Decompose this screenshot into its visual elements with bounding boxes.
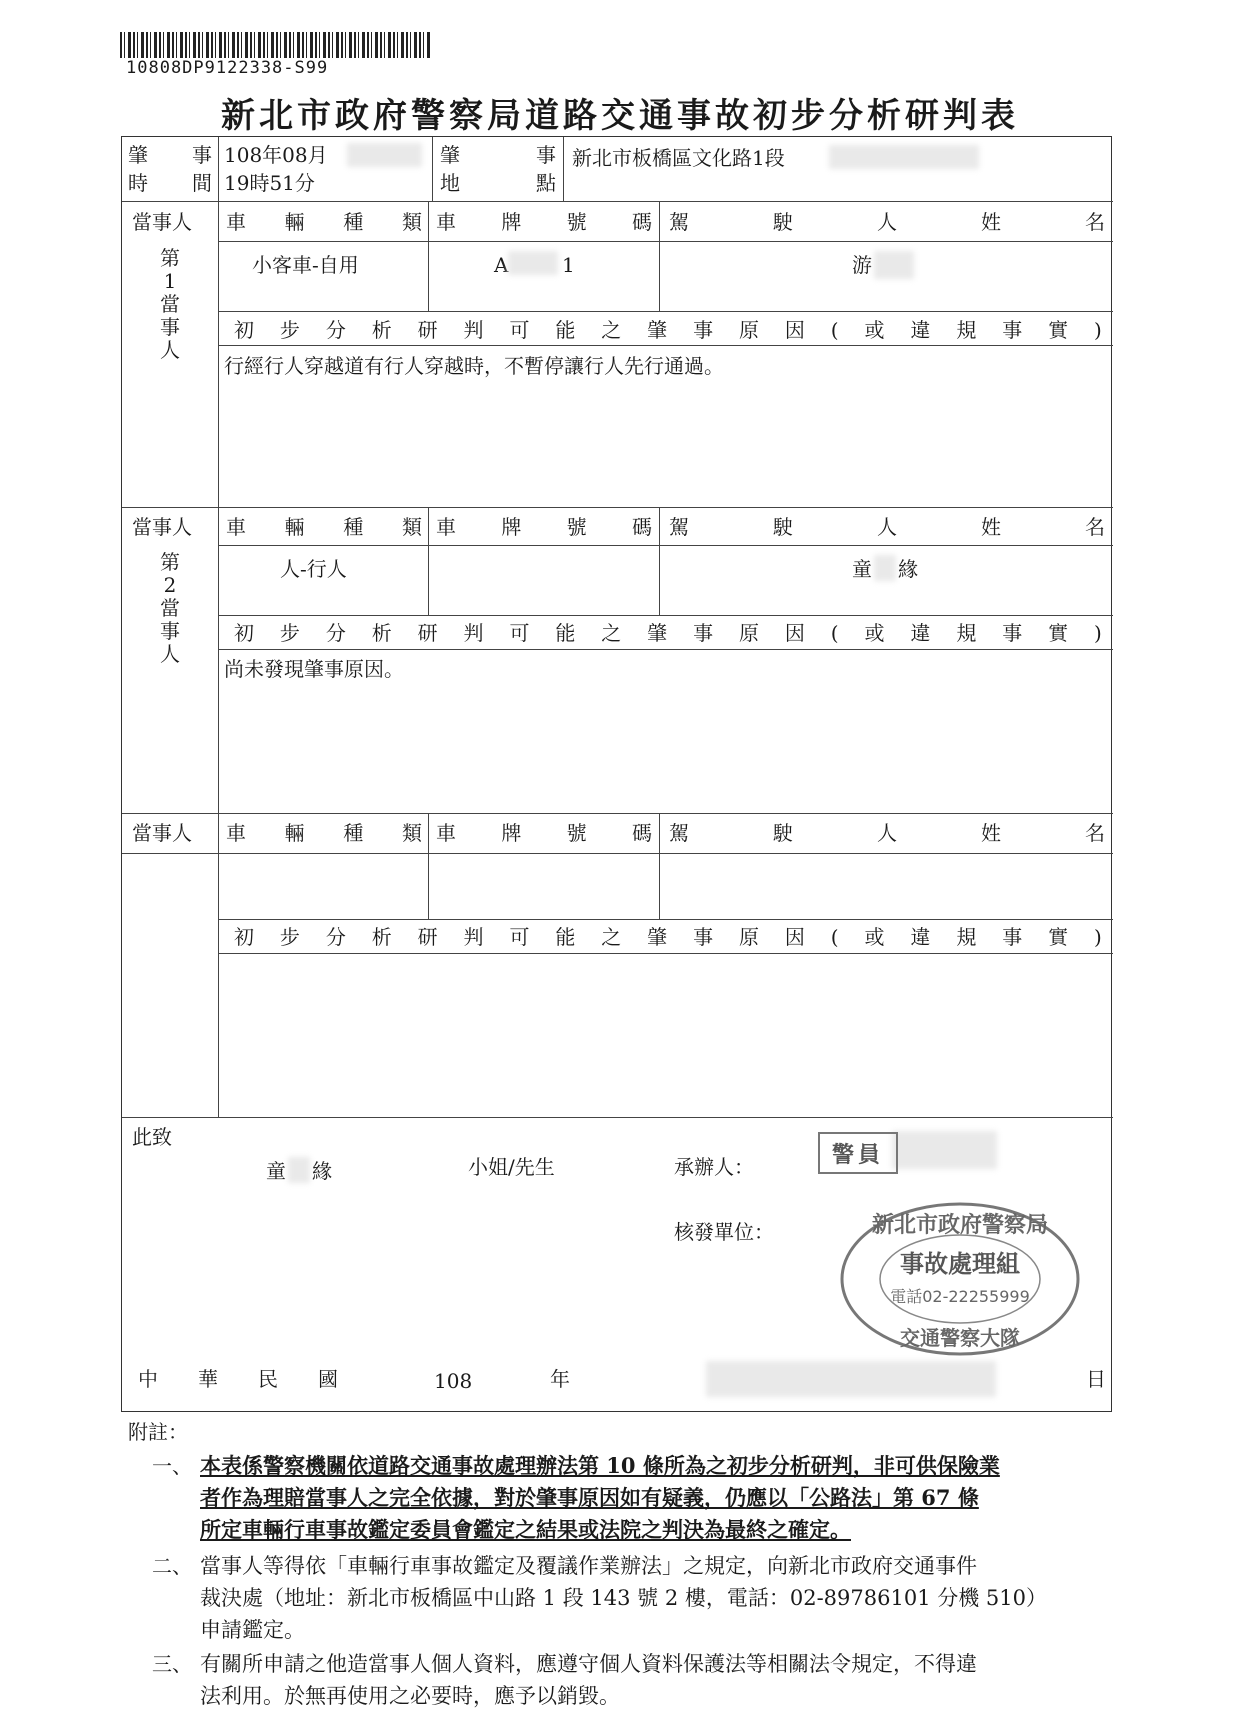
issuer-label: 核發單位： [674, 1220, 774, 1244]
note-3-number: 三、 [152, 1652, 192, 1676]
driver-header-2: 駕 駛 人 姓 名 [669, 515, 1105, 539]
note-2: 當事人等得依「車輛行車事故鑑定及覆議作業辦法」之規定，向新北市政府交通事件 裁決處（地址：新北市板橋區中山路 1 段 143 號 2 樓，電話：02-89786101 分機 510） 申請鑑定。 [200, 1554, 1047, 1642]
redacted-plate [508, 251, 558, 275]
place-value: 新北市板橋區文化路1段 [572, 146, 785, 170]
party2-cause: 尚未發現肇事原因。 [224, 657, 404, 681]
redacted-recipient [288, 1157, 310, 1183]
plate-header-2: 車 牌 號 碼 [436, 515, 652, 539]
party-header-2: 當事人 [132, 515, 192, 539]
driver-header-1: 駕 駛 人 姓 名 [669, 210, 1105, 234]
note-3: 有關所申請之他造當事人個人資料，應遵守個人資料保護法等相關法令規定，不得違 法利用。於無再使用之必要時，應予以銷毀。 [200, 1652, 977, 1708]
plate-header-1: 車 牌 號 碼 [436, 210, 652, 234]
date-era: 中 華 民 國 [138, 1367, 338, 1391]
redacted-handler [892, 1131, 997, 1169]
official-seal [838, 1200, 1082, 1358]
date-day-label: 日 [1086, 1367, 1106, 1391]
party1-label: 第 1 當 事 人 [160, 246, 180, 362]
plate-header-3: 車 牌 號 碼 [436, 821, 652, 845]
date-year: 108 [434, 1369, 473, 1393]
place-label-bottom: 地 點 [440, 171, 556, 195]
note-1: 本表係警察機關依道路交通事故處理辦法第 10 條所為之初步分析研判，非可供保險業 者作為理賠當事人之完全依據，對於肇事原因如有疑義，仍應以「公路法」第 67 條 所定車輛行車事故鑑定委員會鑑定之結果或法院之判決為最終之確定。 [200, 1453, 1000, 1542]
party2-vehicle: 人-行人 [280, 557, 347, 581]
vehicle-type-header-2: 車 輛 種 類 [226, 515, 422, 539]
place-label-top: 肇 事 [440, 143, 556, 167]
time-label-top: 肇 事 [128, 143, 212, 167]
seal-org-text: 新北市政府警察局 [871, 1212, 1049, 1238]
vehicle-type-header-3: 車 輛 種 類 [226, 821, 422, 845]
cause-header-2: 初 步 分 析 研 判 可 能 之 肇 事 原 因 ( 或 違 規 事 實 ) [234, 621, 1102, 645]
party1-plate-prefix: A [494, 253, 509, 277]
party-header-1: 當事人 [132, 210, 192, 234]
redacted-date [706, 1361, 996, 1397]
redacted-party2-name [874, 555, 896, 581]
handler-stamp: 警員 [818, 1132, 898, 1174]
party2-label: 第 2 當 事 人 [160, 550, 180, 666]
handler-label: 承辦人： [674, 1155, 754, 1179]
redacted-day [347, 143, 422, 167]
party2-driver-last: 緣 [898, 557, 918, 581]
vehicle-type-header-1: 車 輛 種 類 [226, 210, 422, 234]
redacted-driver-name [874, 251, 914, 279]
party1-plate-suffix: 1 [562, 253, 575, 277]
time-value-date: 108年08月 [224, 143, 328, 167]
date-year-label: 年 [550, 1367, 570, 1391]
seal-bottom-text: 交通警察大隊 [900, 1326, 1020, 1350]
seal-dept-text: 事故處理組 [900, 1249, 1020, 1278]
to-label: 此致 [132, 1125, 172, 1149]
time-label-bottom: 時 間 [128, 171, 212, 195]
party-header-3: 當事人 [132, 821, 192, 845]
barcode [120, 32, 430, 58]
document-code: 10808DP9122338-S99 [126, 58, 329, 78]
redacted-address [829, 145, 979, 169]
cause-header-1: 初 步 分 析 研 判 可 能 之 肇 事 原 因 ( 或 違 規 事 實 ) [234, 318, 1102, 342]
time-value-hour: 19時51分 [224, 171, 315, 195]
note-1-number: 一、 [152, 1454, 192, 1478]
party1-vehicle: 小客車-自用 [252, 253, 359, 277]
party1-cause: 行經行人穿越道有行人穿越時，不暫停讓行人先行通過。 [224, 354, 724, 378]
note-2-number: 二、 [152, 1554, 192, 1578]
cause-header-3: 初 步 分 析 研 判 可 能 之 肇 事 原 因 ( 或 違 規 事 實 ) [234, 925, 1102, 949]
recipient-first: 童 [266, 1159, 286, 1183]
notes-heading: 附註： [128, 1420, 188, 1444]
recipient-last: 緣 [312, 1159, 332, 1183]
party2-driver-first: 童 [852, 557, 872, 581]
seal-phone-text: 電話02-22255999 [890, 1287, 1030, 1306]
honorific: 小姐/先生 [468, 1155, 555, 1179]
page-title: 新北市政府警察局道路交通事故初步分析研判表 [221, 96, 1019, 136]
driver-header-3: 駕 駛 人 姓 名 [669, 821, 1105, 845]
party1-driver: 游 [852, 253, 872, 277]
